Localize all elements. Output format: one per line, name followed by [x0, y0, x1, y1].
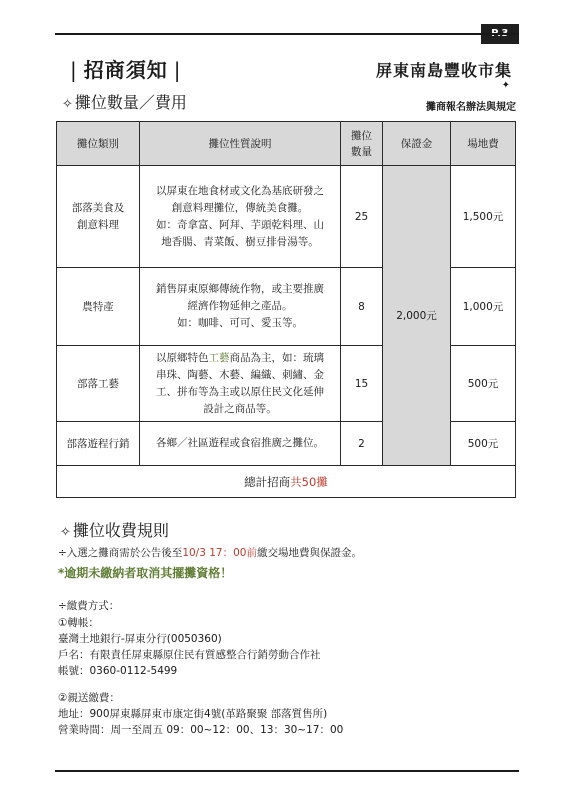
account-name: 戶名：有限責任屏東縣原住民有質感整合行銷勞動合作社	[58, 649, 321, 661]
category-cell: 部落遊程行銷	[57, 422, 140, 466]
quantity-cell: 8	[341, 268, 383, 346]
header-deposit: 保證金	[383, 122, 451, 166]
fee-cell: 1,500元	[451, 166, 516, 268]
deposit-cell: 2,000元	[383, 166, 451, 466]
description-cell: 各鄉／社區遊程或食宿推廣之攤位。	[140, 422, 341, 466]
title-text: 招商須知	[83, 58, 168, 82]
rule-deadline: ÷入選之攤商需於公告後至10/3 17：00前繳交場地費與保證金。	[58, 547, 362, 559]
in-person-title: ②親送繳費：	[58, 692, 120, 704]
rule-warning: *逾期未繳納者取消其擺攤資格！	[58, 566, 233, 580]
quantity-cell: 25	[341, 166, 383, 268]
top-divider	[55, 33, 519, 35]
fee-cell: 500元	[451, 422, 516, 466]
description-cell: 以屏東在地食材或文化為基底研發之 創意料理攤位，傳統美食攤。 如：奇拿富、阿拜、芋頭乾料理、山 地香腸、青菜飯、樹豆排骨湯等。	[140, 166, 341, 268]
highlight-text: 工藝	[208, 351, 230, 364]
title-bar-left: |	[70, 58, 78, 82]
header-description: 攤位性質說明	[140, 122, 341, 166]
category-cell: 部落工藝	[57, 346, 140, 422]
address: 地址：900屏東縣屏東市康定街4號(革路聚聚 部落質售所)	[58, 708, 328, 720]
title-bar-right: |	[173, 58, 182, 82]
section-heading-text: 攤位收費規則	[72, 521, 169, 540]
quantity-cell: 2	[341, 422, 383, 466]
total-cell: 總計招商共50攤	[57, 466, 516, 498]
section-heading-fees	[62, 90, 187, 113]
account-number: 帳號：0360-0112-5499	[58, 665, 178, 677]
fee-cell: 1,000元	[451, 268, 516, 346]
quantity-cell: 15	[341, 346, 383, 422]
total-highlight: 共50攤	[290, 474, 328, 489]
header-venue-fee: 場地費	[451, 122, 516, 166]
fee-table	[56, 121, 516, 498]
table-row	[57, 166, 516, 268]
table-header-row	[57, 122, 516, 166]
bottom-divider	[55, 770, 519, 772]
section-heading-text: 攤位數量／費用	[74, 93, 187, 112]
transfer-title: ①轉帳：	[58, 617, 99, 629]
description-cell: 以原鄉特色工藝商品為主，如：琉璃 串珠、陶藝、木藝、編織、刺繡、金 工、拼布等為主或以原住民文化延伸 設計之商品等。	[140, 346, 341, 422]
brand-title: 屏東南島豐收市集	[375, 61, 512, 80]
payment-method-label: ÷繳費方式：	[58, 600, 120, 612]
page-title	[64, 54, 188, 83]
category-cell: 部落美食及 創意料理	[57, 166, 140, 268]
deadline-date: 10/3 17：00前	[182, 547, 257, 559]
bank-name: 臺灣土地銀行-屏東分行(0050360)	[58, 633, 222, 645]
description-cell: 銷售屏東原鄉傳統作物，或主要推廣 經濟作物延伸之產品。 如：咖啡、可可、愛玉等。	[140, 268, 341, 346]
table-total-row	[57, 466, 516, 498]
header-quantity: 攤位 數量	[341, 122, 383, 166]
category-cell: 農特產	[57, 268, 140, 346]
section-heading-rules	[60, 518, 169, 541]
sparkle-icon: ✧	[60, 525, 71, 540]
business-hours: 營業時間：周一至周五 09：00~12：00、13：30~17：00	[58, 724, 344, 736]
fee-cell: 500元	[451, 346, 516, 422]
sparkle-icon: ✦	[501, 80, 510, 91]
sparkle-icon: ✧	[62, 97, 73, 112]
brand-subtitle: 攤商報名辦法與規定	[426, 102, 516, 113]
header-category: 攤位類別	[57, 122, 140, 166]
